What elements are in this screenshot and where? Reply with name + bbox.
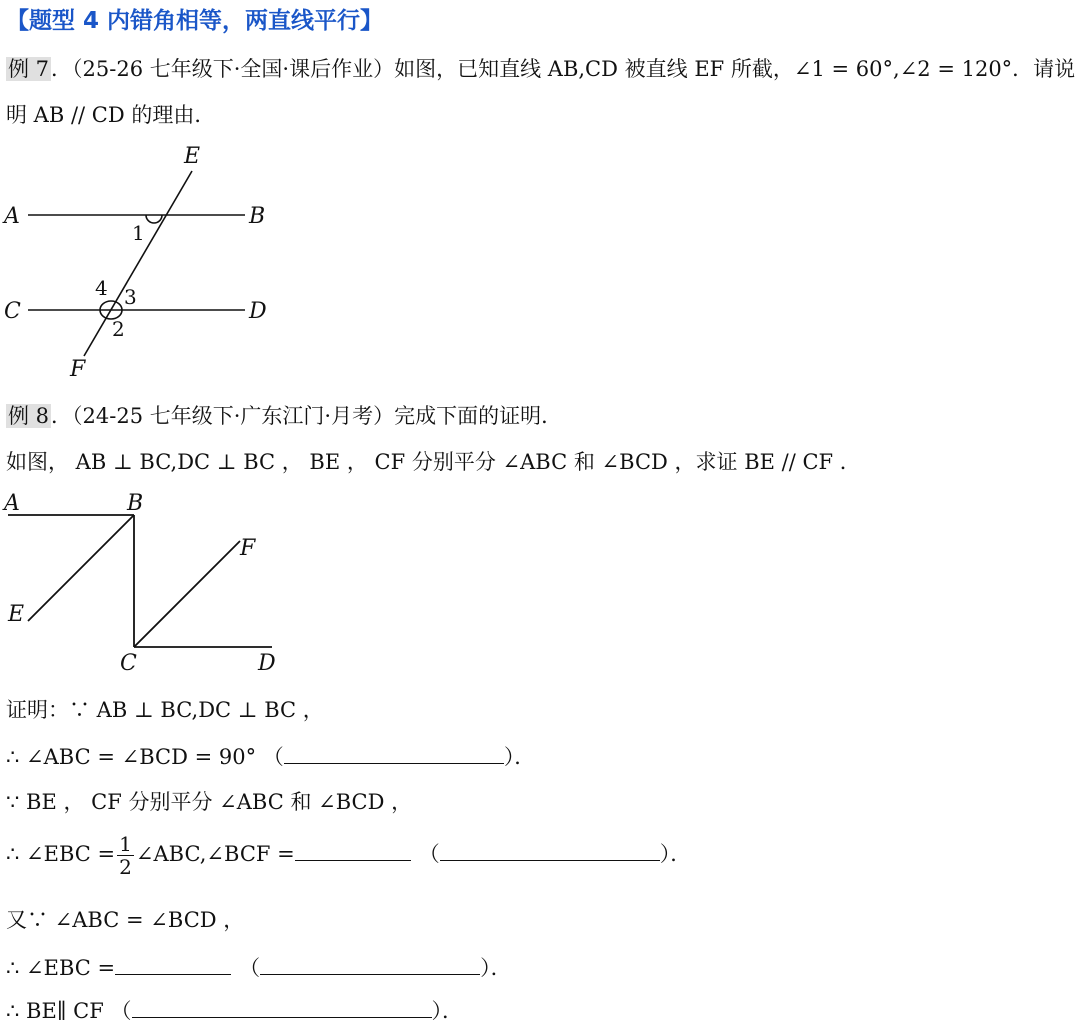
- proof-line3: ∵ BE ， CF 分别平分 ∠ABC 和 ∠BCD ，: [6, 790, 413, 814]
- fraction-denominator: 2: [119, 855, 132, 879]
- proof-line6-start: ∴ ∠EBC =: [6, 956, 116, 980]
- proof-blank-1[interactable]: [284, 745, 504, 764]
- example8-text: ．（24-25 七年级下·广东江门·月考）完成下面的证明．: [51, 404, 563, 428]
- label-F: F: [70, 357, 86, 382]
- proof-blank-2[interactable]: [295, 842, 411, 861]
- angle-label-3: 3: [124, 285, 137, 309]
- example8-tag: 例 8: [8, 404, 50, 428]
- proof-blank-4[interactable]: [115, 956, 231, 975]
- example7-text: ．（25-26 七年级下·全国·课后作业）如图，已知直线 AB,CD 被直线 EF 所截，∠1 = 60°,∠2 = 120°．请说: [51, 57, 1076, 81]
- proof-line7-end: ）．: [431, 999, 463, 1023]
- angle-label-2: 2: [112, 317, 125, 341]
- example8-line1: [6, 400, 562, 430]
- label-A2: A: [4, 491, 20, 516]
- proof-line5: 又∵ ∠ABC = ∠BCD ，: [6, 908, 245, 932]
- proof-line4-end: ）．: [659, 842, 692, 866]
- proof-line6-paren: （: [239, 956, 261, 980]
- label-E2: E: [8, 602, 25, 627]
- proof-line6: [6, 952, 512, 982]
- example8-line2: 如图， AB ⊥ BC,DC ⊥ BC ， BE ， CF 分别平分 ∠ABC 和 ∠BCD ，求证 BE // CF ．: [6, 450, 861, 474]
- proof-line4: [6, 833, 691, 878]
- proof-line7-start: ∴ BE∥ CF （: [6, 999, 132, 1023]
- label-E: E: [184, 144, 201, 169]
- proof-line4-mid: ∠ABC,∠BCF =: [135, 842, 295, 866]
- example8-figure: [0, 488, 300, 678]
- example7-line2: 明 AB // CD 的理由．: [6, 103, 216, 127]
- segment-be: [28, 515, 134, 621]
- proof-line6-end: ）．: [480, 956, 512, 980]
- proof-blank-6[interactable]: [132, 999, 432, 1018]
- proof-line4-paren: （: [418, 842, 440, 866]
- proof-line2-end: ）．: [503, 745, 536, 769]
- proof-line4-start: ∴ ∠EBC =: [6, 842, 116, 866]
- proof-line1: 证明：∵ AB ⊥ BC,DC ⊥ BC ，: [6, 698, 324, 722]
- label-C2: C: [120, 651, 137, 676]
- label-A: A: [4, 204, 20, 229]
- section-title: 【题型 4 内错角相等，两直线平行】: [6, 8, 384, 34]
- label-D2: D: [258, 651, 276, 676]
- label-D: D: [249, 299, 267, 324]
- proof-blank-5[interactable]: [260, 956, 480, 975]
- example7-figure: [0, 140, 300, 385]
- proof-blank-3[interactable]: [440, 842, 660, 861]
- segment-cf: [134, 541, 240, 647]
- label-C: C: [4, 299, 21, 324]
- line-ef: [84, 171, 192, 356]
- angle-label-4: 4: [95, 276, 108, 300]
- fraction-numerator: 1: [119, 832, 132, 856]
- fraction-one-half: [117, 833, 134, 878]
- proof-line2-start: ∴ ∠ABC = ∠BCD = 90° （: [6, 745, 284, 769]
- angle-1-arc: [146, 215, 162, 223]
- proof-line2: [6, 741, 535, 771]
- label-B2: B: [127, 491, 144, 516]
- example7-tag: 例 7: [8, 57, 50, 81]
- angle-label-1: 1: [132, 221, 145, 245]
- example7-line1: [6, 53, 1075, 83]
- label-F2: F: [240, 536, 256, 561]
- label-B: B: [249, 204, 266, 229]
